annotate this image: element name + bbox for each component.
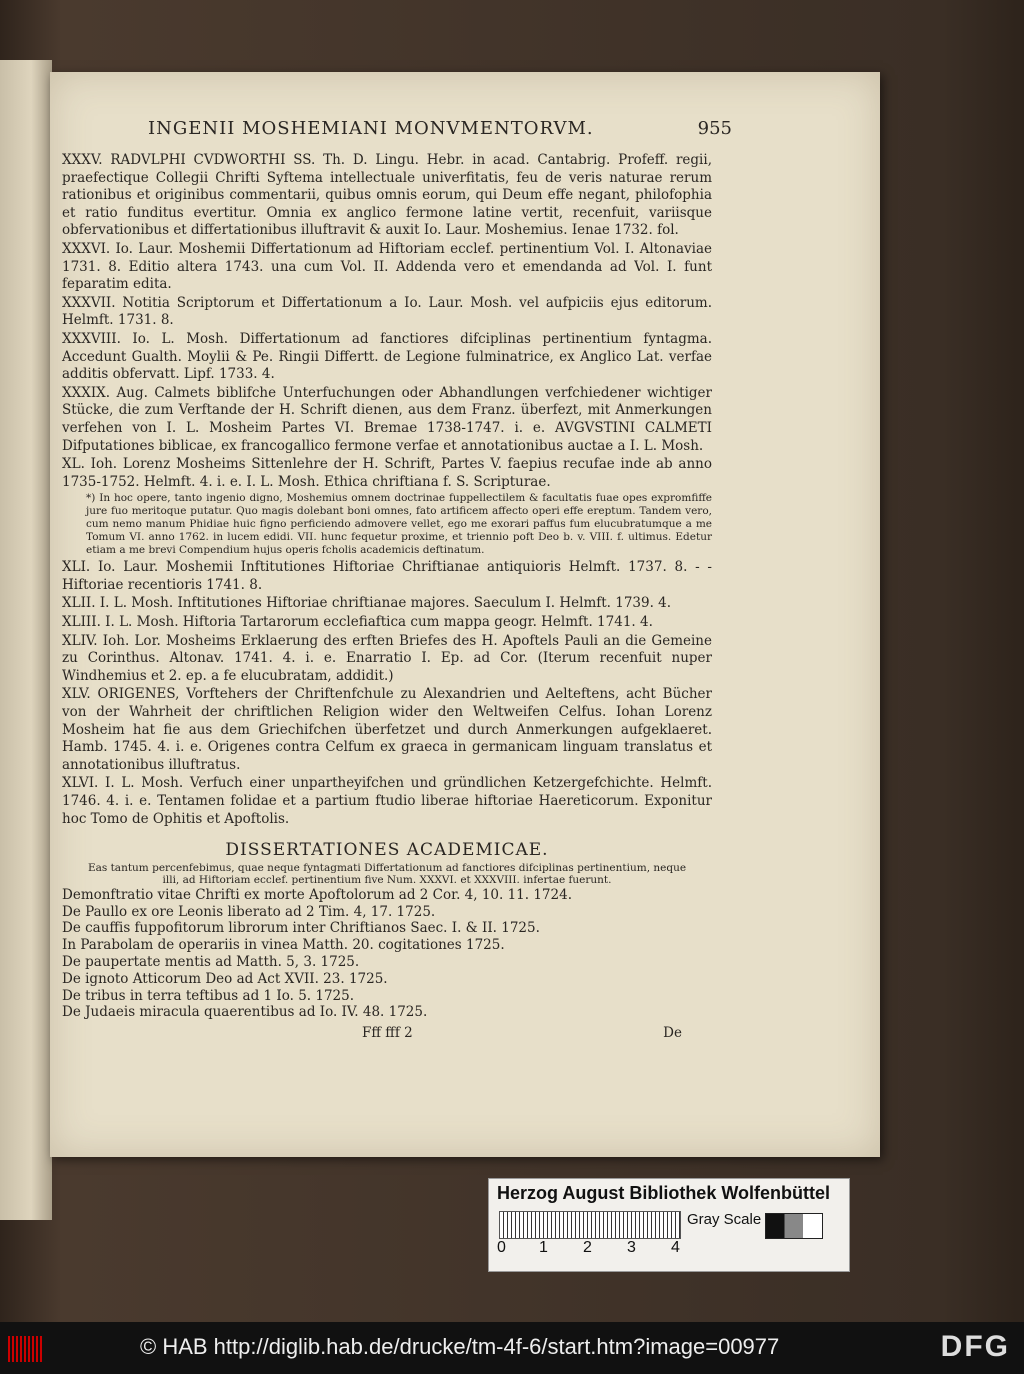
entry-35: XXXV. RADVLPHI CVDWORTHI SS. Th. D. Lingu. Hebr. in acad. Cantabrig. Profeff. regii, praefectique Collegii Chrifti Syftema intellectuale univerfitatis, feu de veris naturae rerum rationibus et originibus commentarii, quibus omnis eorum, qui Deum effe negant, philofophia et ratio funditus evertitur. Omnia ex anglico fermone latine vertit, recenfuit, variisque obfervationibus et differtationibus illuftravit & auxit Io. Laur. Moshemius. Ienae 1732. fol. xyxy=(62,152,712,239)
catchword: De xyxy=(663,1025,682,1042)
book-page xyxy=(50,72,880,1157)
list-item: De Judaeis miracula quaerentibus ad Io. IV. 48. 1725. xyxy=(62,1004,428,1021)
section-title: DISSERTATIONES ACADEMICAE. xyxy=(225,840,549,861)
entry-36: XXXVI. Io. Laur. Moshemii Differtationum ad Hiftoriam ecclef. pertinentium Vol. I. Altonaviae 1731. 8. Editio altera 1743. una cum Vol. II. Addenda vero et emendanda ad Vol. I. funt feparatim edita. xyxy=(62,240,712,293)
page-body xyxy=(62,152,712,1043)
footer-bar xyxy=(0,1322,1024,1374)
footnote: *) In hoc opere, tanto ingenio digno, Moshemius omnem doctrinae fuppellectilem & facultatis fuae opes expromfiffe jure fuo meritoque putatur. Quo magis dolebant boni omnes, fato artificem affecto operi effe ereptum. Tandem vero, cum nemo manum Phidiae huic figno perficiendo admovere vellet, ego me exorari paffus fum elucubratumque a me Tomum VI. anno 1762. in lucem edidi. VII. hunc fequetur proxime, et triennio poft Deo b. v. VIII. f. ultimus. Edetur etiam a me brevi Compendium hujus operis fcholis academicis deftinatum. xyxy=(86,492,712,557)
entry-37: XXXVII. Notitia Scriptorum et Differtationum a Io. Laur. Mosh. vel aufpiciis ejus editorum. Helmft. 1731. 8. xyxy=(62,294,712,329)
page-footer xyxy=(62,1025,712,1043)
entry-45: XLV. ORIGENES, Vorftehers der Chriftenfchule zu Alexandrien und Aelteftens, acht Bücher von der Wahrheit der chriftlichen Religion wider den Weltweifen Celfus. Iohan Lorenz Mosheim hat fie aus dem Griechifchen überfetzet und durch Anmerkungen aufgeklaeret. Hamb. 1745. 4. i. e. Origenes contra Celfum ex graeca in germanicam linguam translatus et annotationibus illuftratus. xyxy=(62,686,712,773)
signature-mark: Fff fff 2 xyxy=(362,1025,413,1042)
page-number: 955 xyxy=(697,118,732,139)
gray-scale-swatch xyxy=(765,1213,823,1239)
entry-38: XXXVIII. Io. L. Mosh. Differtationum ad fanctiores difciplinas pertinentium fyntagma. Accedunt Gualth. Moylii & Pe. Ringii Differtt. de Legione fulminatrice, ex Anglico Lat. verfae additis obfervatt. Lipf. 1733. 4. xyxy=(62,330,712,383)
scale-number: 1 xyxy=(539,1239,548,1256)
scale-number: 4 xyxy=(671,1239,680,1256)
dissertation-list xyxy=(62,887,712,1021)
list-item: De Paullo ex ore Leonis liberato ad 2 Tim. 4, 17. 1725. xyxy=(62,903,436,920)
library-name: Herzog August Bibliothek Wolfenbüttel xyxy=(497,1183,830,1203)
hab-logo-icon[interactable] xyxy=(8,1336,42,1362)
gray-scale-label: Gray Scale xyxy=(687,1211,762,1228)
list-item: Demonftratio vitae Chrifti ex morte Apoftolorum ad 2 Cor. 4, 10. 11. 1724. xyxy=(62,886,572,903)
entry-41: XLI. Io. Laur. Moshemii Inftitutiones Hiftoriae Chriftianae antiquioris Helmft. 1737. 8. - - Hiftoriae recentioris 1741. 8. xyxy=(62,559,712,593)
list-item: De tribus in terra teftibus ad 1 Io. 5. 1725. xyxy=(62,987,355,1004)
section-intro: Eas tantum percenfebimus, quae neque fyntagmati Differtationum ad fanctiores difciplinas pertinentium, neque illi, ad Hiftoriam ecclef. pertinentium five Num. XXXVI. et XXXVIII. infertae fuerunt. xyxy=(87,861,687,887)
scale-number: 0 xyxy=(497,1239,506,1256)
color-calibration-card xyxy=(488,1178,850,1272)
scale-number: 3 xyxy=(627,1239,636,1256)
entry-42: XLII. I. L. Mosh. Inftitutiones Hiftoriae chriftianae majores. Saeculum I. Helmft. 1739. 4. xyxy=(62,595,672,612)
previous-page-edge xyxy=(0,60,52,1220)
entry-43: XLIII. I. L. Mosh. Hiftoria Tartarorum ecclefiaftica cum mappa geogr. Helmft. 1741. 4. xyxy=(62,614,653,631)
entry-46: XLVI. I. L. Mosh. Verfuch einer unpartheyifchen und gründlichen Ketzergefchichte. Helmft. 1746. 4. i. e. Tentamen folidae et a partium ftudio liberae hiftoriae Haereticorum. Exponitur hoc Tomo de Ophitis et Apoftolis. xyxy=(62,775,712,827)
copyright-url[interactable]: © HAB http://diglib.hab.de/drucke/tm-4f-6/start.htm?image=00977 xyxy=(140,1334,780,1359)
list-item: De ignoto Atticorum Deo ad Act XVII. 23. 1725. xyxy=(62,970,388,987)
scale-number: 2 xyxy=(583,1239,592,1256)
entry-44: XLIV. Ioh. Lor. Mosheims Erklaerung des erften Briefes des H. Apoftels Pauli an die Gemeine zu Corinthus. Altonav. 1741. 4. i. e. Enarratio I. Ep. ad Cor. (Iterum recenfuit nuper Windhemius et 2. ep. a fe elucubratam, addidit.) xyxy=(62,632,712,684)
list-item: In Parabolam de operariis in vinea Matth. 20. cogitationes 1725. xyxy=(62,937,505,954)
running-header: INGENII MOSHEMIANI MONVMENTORVM. xyxy=(148,118,594,139)
entry-39: XXXIX. Aug. Calmets biblifche Unterfuchungen oder Abhandlungen verfchiedener wichtiger Stücke, die zum Verftande der H. Schrift dienen, aus dem Franz. überfezt, mit Anmerkungen verfehen von I. L. Mosheim Partes VI. Bremae 1738-1747. i. e. AVGVSTINI CALMETI Difputationes biblicae, ex francogallico fermone verfae et annotationibus auctae a I. L. Mosh. xyxy=(62,384,712,454)
list-item: De cauffis fuppofitorum librorum inter Chriftianos Saec. I. & II. 1725. xyxy=(62,920,540,937)
list-item: De paupertate mentis ad Matth. 5, 3. 1725. xyxy=(62,953,360,970)
scale-ruler xyxy=(499,1211,681,1239)
entry-40: XL. Ioh. Lorenz Mosheims Sittenlehre der H. Schrift, Partes V. faepius recufae inde ab anno 1735-1752. Helmft. 4. i. e. I. L. Mosh. Ethica chriftiana f. S. Scripturae. xyxy=(62,456,712,490)
dfg-logo[interactable]: DFG xyxy=(940,1330,1010,1363)
